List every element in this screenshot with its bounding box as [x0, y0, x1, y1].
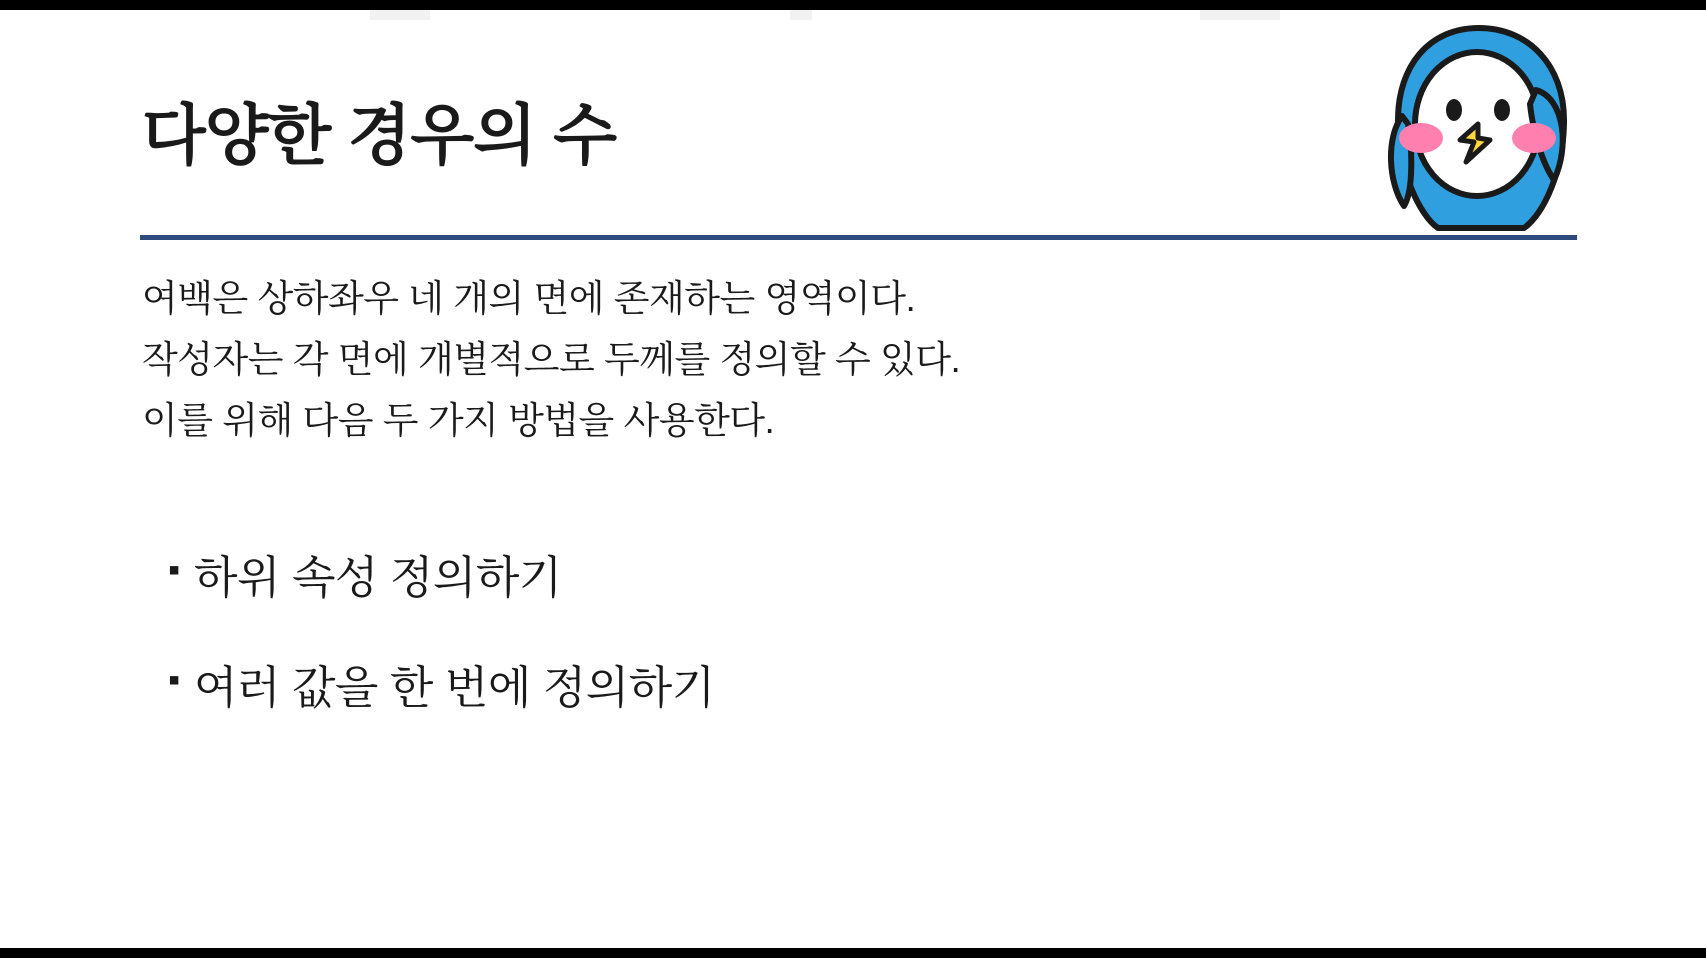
- body-line: 여백은 상하좌우 네 개의 면에 존재하는 영역이다.: [142, 278, 916, 319]
- title-underline-rule: [140, 235, 1577, 240]
- top-edge-artifact-left: [370, 10, 430, 20]
- list-item: [168, 518, 715, 628]
- body-paragraph: [142, 268, 1342, 451]
- penguin-mascot-icon: [1374, 20, 1584, 235]
- list-item: [168, 628, 715, 738]
- slide-canvas: [0, 10, 1706, 948]
- slide-title: 다양한 경우의 수: [142, 98, 616, 172]
- body-line: 작성자는 각 면에 개별적으로 두께를 정의할 수 있다.: [142, 339, 961, 380]
- body-line: 이를 위해 다음 두 가지 방법을 사용한다.: [142, 400, 775, 441]
- bullet-list: [168, 518, 715, 738]
- list-item-label: 하위 속성 정의하기: [194, 551, 562, 603]
- top-edge-artifact-mid: [790, 10, 812, 20]
- bullet-marker-icon: ▪: [168, 551, 181, 589]
- bullet-marker-icon: ▪: [168, 661, 181, 699]
- list-item-label: 여러 값을 한 번에 정의하기: [194, 661, 715, 713]
- top-edge-artifact-right: [1200, 10, 1280, 20]
